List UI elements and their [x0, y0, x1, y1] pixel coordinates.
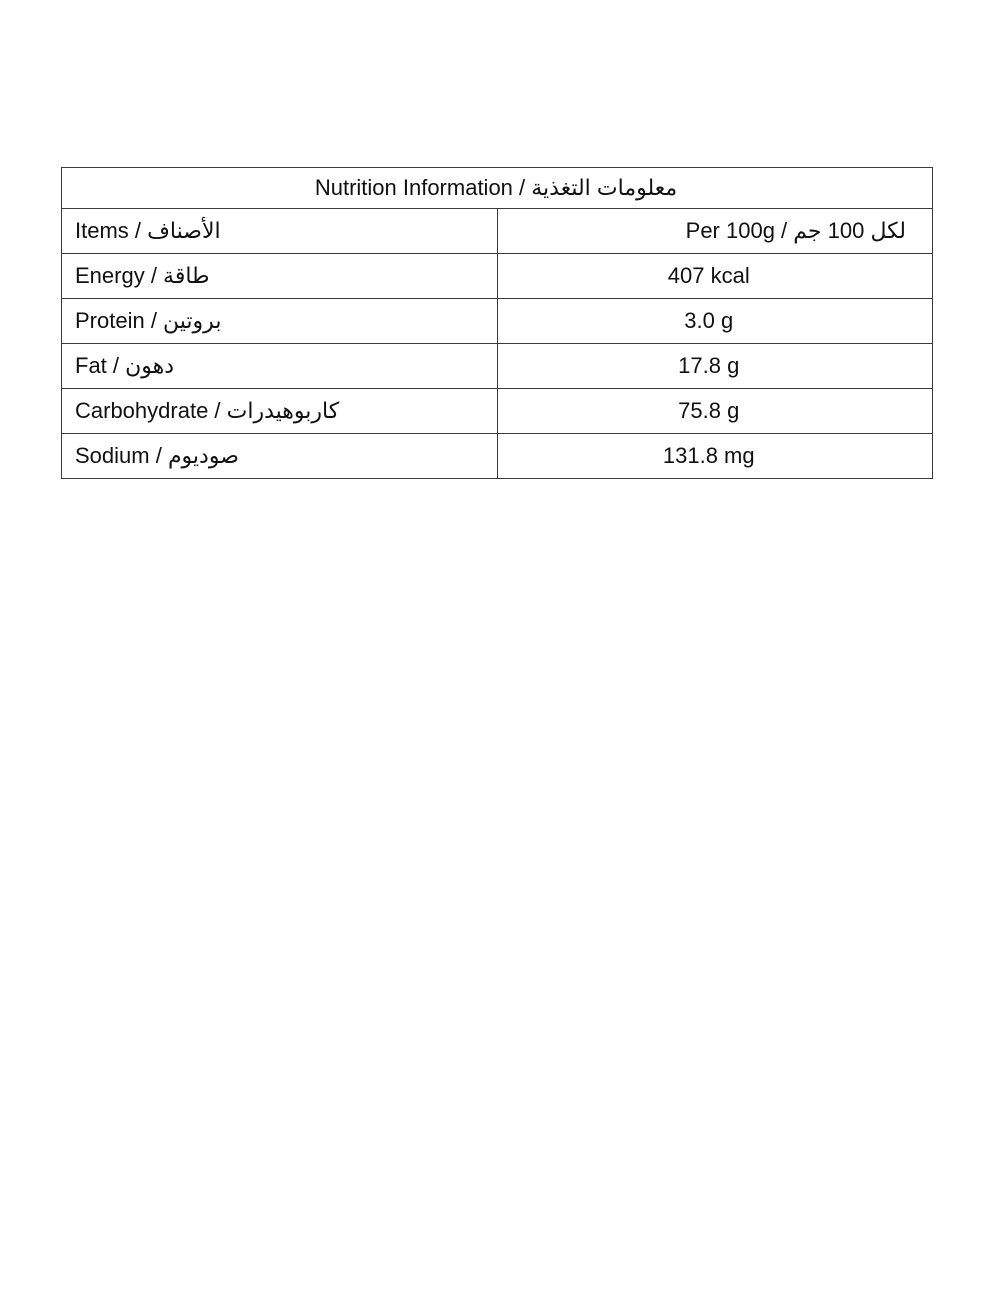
row-label: Protein / بروتين — [62, 299, 498, 344]
table-row-carbohydrate — [62, 389, 933, 434]
row-value-cell — [497, 389, 933, 434]
table-row-energy — [62, 254, 933, 299]
table-title-cell — [62, 168, 933, 209]
table-title: Nutrition Information / معلومات التغذية — [314, 175, 678, 200]
row-value: 3.0 g — [684, 308, 734, 333]
row-label: Sodium / صوديوم — [62, 434, 498, 479]
table-row-sodium — [62, 434, 933, 479]
header-items: Items / الأصناف — [62, 209, 498, 254]
row-value: 131.8 mg — [662, 443, 755, 468]
header-per-100g: Per 100g / لكل 100 جم — [497, 209, 933, 254]
row-value-cell — [497, 254, 933, 299]
row-value: 407 kcal — [667, 263, 750, 288]
nutrition-table — [61, 167, 933, 479]
table-title-row — [62, 168, 933, 209]
table-row-fat — [62, 344, 933, 389]
row-label: Energy / طاقة — [62, 254, 498, 299]
row-value-cell — [497, 434, 933, 479]
table-header-row — [62, 209, 933, 254]
row-value-cell — [497, 299, 933, 344]
table-row-protein — [62, 299, 933, 344]
row-value: 17.8 g — [678, 353, 740, 378]
row-value-cell — [497, 344, 933, 389]
row-label: Carbohydrate / كاربوهيدرات — [62, 389, 498, 434]
row-label: Fat / دهون — [62, 344, 498, 389]
row-value: 75.8 g — [678, 398, 740, 423]
